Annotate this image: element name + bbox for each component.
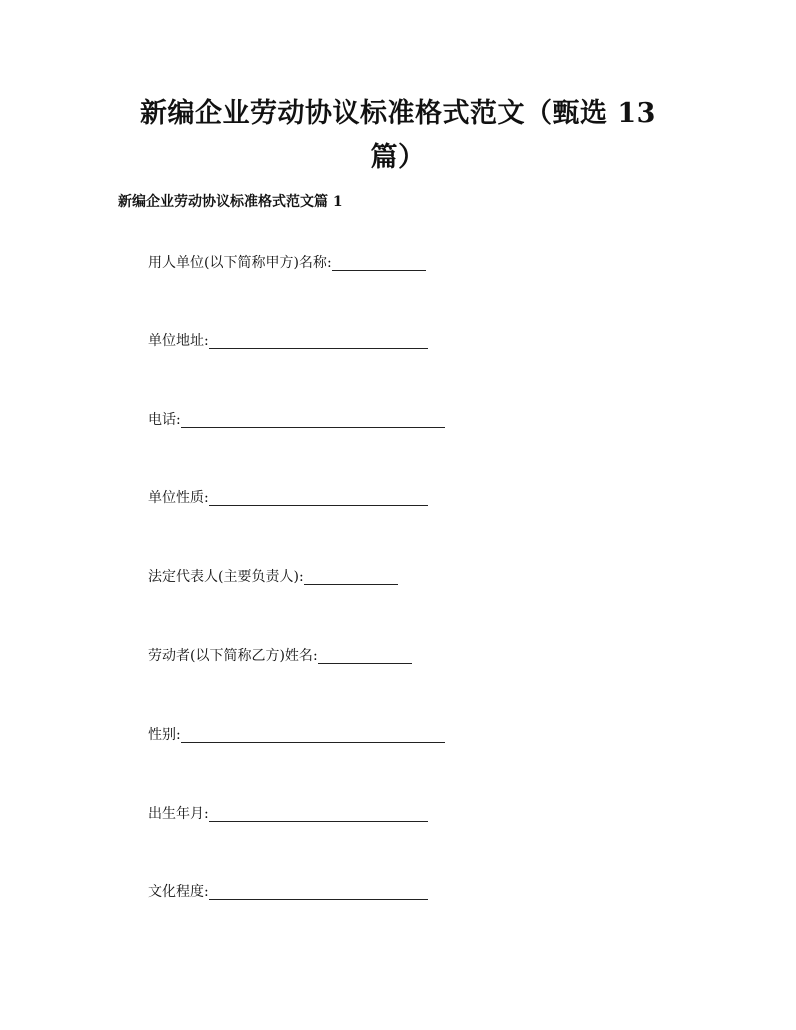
- field-label: 劳动者(以下简称乙方)姓名: [148, 648, 313, 664]
- field-label: 单位性质: [148, 490, 204, 506]
- field-phone: [148, 410, 445, 430]
- document-title: [118, 92, 678, 180]
- field-colon: :: [298, 569, 304, 585]
- field-colon: :: [312, 648, 318, 664]
- field-label: 电话: [148, 412, 176, 428]
- field-blank-line[interactable]: [209, 334, 428, 349]
- document-title-line-1: 新编企业劳动协议标准格式范文（甄选 13: [140, 98, 656, 129]
- field-gender: [148, 725, 445, 745]
- field-colon: :: [204, 884, 209, 900]
- field-label: 文化程度: [148, 884, 204, 900]
- field-blank-line[interactable]: [318, 649, 412, 664]
- field-colon: :: [176, 412, 181, 428]
- field-employer-name: [148, 253, 426, 273]
- field-colon: :: [176, 727, 181, 743]
- section-heading: 新编企业劳动协议标准格式范文篇 1: [118, 194, 343, 210]
- field-employee-name: [148, 646, 412, 666]
- field-label: 法定代表人(主要负责人): [148, 569, 299, 585]
- field-employer-type: [148, 488, 428, 508]
- field-colon: :: [204, 806, 209, 822]
- field-blank-line[interactable]: [181, 728, 445, 743]
- field-label: 单位地址: [148, 333, 204, 349]
- field-label: 性别: [148, 727, 176, 743]
- field-legal-representative: [148, 567, 398, 587]
- field-label: 用人单位(以下简称甲方)名称: [148, 255, 327, 271]
- field-colon: :: [326, 255, 332, 271]
- field-education-level: [148, 882, 428, 902]
- document-title-line-2: 篇）: [370, 142, 426, 173]
- field-colon: :: [204, 333, 209, 349]
- field-blank-line[interactable]: [209, 491, 428, 506]
- field-blank-line[interactable]: [209, 885, 428, 900]
- field-label: 出生年月: [148, 806, 204, 822]
- field-birth-date: [148, 804, 428, 824]
- field-employer-address: [148, 331, 428, 351]
- field-blank-line[interactable]: [181, 413, 445, 428]
- field-blank-line[interactable]: [209, 807, 428, 822]
- field-colon: :: [204, 490, 209, 506]
- field-blank-line[interactable]: [332, 256, 426, 271]
- field-blank-line[interactable]: [304, 570, 398, 585]
